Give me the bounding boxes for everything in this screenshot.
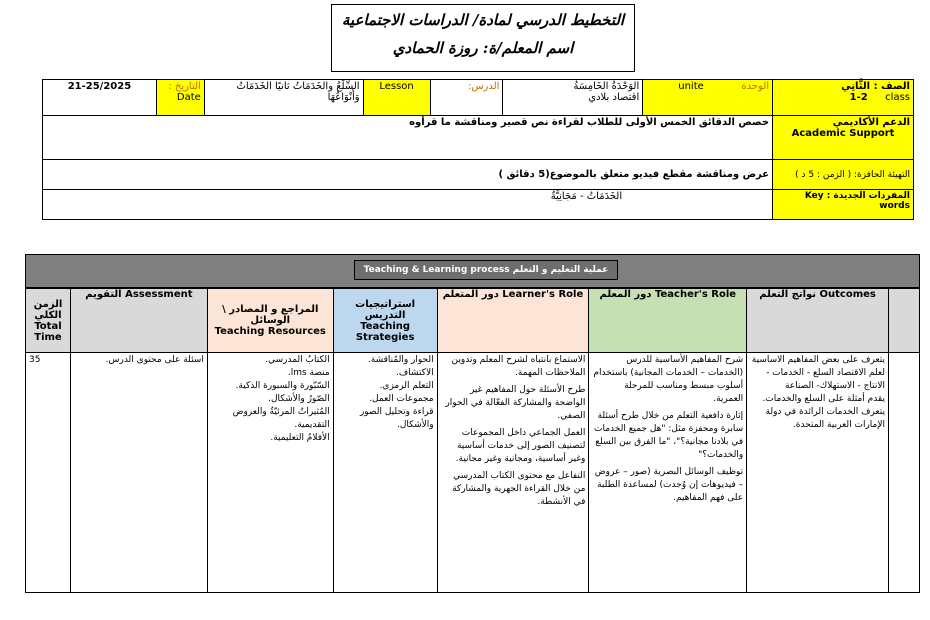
resource-item: الصّورُ والأشكال. — [268, 394, 330, 404]
header-strategies-ar: استراتيجيات التدريس — [355, 298, 416, 321]
unit-label-en: unite — [678, 81, 704, 92]
lesson-label-ar: الدرس: — [430, 80, 503, 116]
header-learner-role: دور المتعلم Learner's Role — [437, 289, 589, 353]
lesson-label-en: Lesson — [363, 80, 430, 116]
strategy-item: الحوار والمُناقشة. — [367, 355, 434, 365]
class-value-ar: الثَّانِي — [841, 81, 871, 92]
outcomes-list — [747, 353, 889, 593]
teacher-item: توظيف الوسائل البصرية (صور – عروض – فيديوهات إن وُجدت) لمساعدة الطلبة على فهم المفاهيم. — [594, 467, 744, 503]
resources-list — [207, 353, 333, 593]
date-label-ar: التاريخ : — [168, 81, 201, 92]
teaching-process-table — [25, 288, 920, 593]
strategy-item: الاكتشاف. — [395, 368, 434, 378]
assessment-value: اسئلة على محتوى الدرس. — [70, 353, 207, 593]
strategy-item: التعلم الرمزي. — [379, 381, 434, 391]
teacher-item: إثارة دافعية التعلم من خلال طرح أسئلة سابرة ومحفزة مثل: "هل جميع الخدمات في بلادنا مجانية؟"، "ما الفرق بين السلع والخدمات؟" — [594, 411, 744, 460]
header-strategies-en: Teaching Strategies — [355, 320, 415, 343]
header-total-time — [26, 289, 71, 353]
header-time-en: Total Time — [34, 320, 62, 343]
teacher-name: اسم المعلم/ة: روزة الحمادي — [392, 39, 574, 57]
unit-value-line2: اقتصاد بلادي — [588, 92, 640, 103]
resource-item: الأفلامُ التعليمية. — [270, 433, 330, 443]
document-title: التخطيط الدرسي لمادة/ الدراسات الاجتماعية — [341, 11, 625, 29]
outcome-item: يتعرف الخدمات الرائدة في دولة الإمارات العربية المتحدة. — [765, 407, 885, 430]
title-box — [331, 4, 635, 72]
header-resources-ar: المراجع و المصادر \ الوسائل — [222, 304, 319, 326]
header-strategies — [333, 289, 437, 353]
header-teacher-role: دور المعلم Teacher's Role — [589, 289, 747, 353]
unit-label-cell — [643, 80, 773, 116]
learner-item: التفاعل مع محتوى الكتاب المدرسي من خلال القراءة الجهرية والمشاركة في الأنشطة. — [452, 471, 586, 507]
header-assessment: التقويم Assessment — [70, 289, 207, 353]
date-label-en: Date — [176, 92, 201, 103]
lesson-value-cell — [204, 80, 363, 116]
learner-role-list — [437, 353, 589, 593]
learner-item: الاستماع بانتباه لشرح المعلم وتدوين الملاحظات المهمة. — [451, 355, 586, 378]
header-resources-en: Teaching Resources — [214, 326, 326, 337]
date-label-cell — [156, 80, 204, 116]
strategy-item: مجموعات العمل. — [369, 394, 434, 404]
warmup-label: التهيئة الحافزة: ( الزمن : 5 د ) — [773, 160, 914, 190]
teacher-role-list — [589, 353, 747, 593]
teacher-item: شرح المفاهيم الأساسية للدرس (الخدمات – الخدمات المجانية) باستخدام أسلوب مبسط ومناسب للمرحلة العمرية. — [593, 355, 744, 404]
resource-item: الكتابُ المدرسي. — [265, 355, 330, 365]
unit-value-line1: الوَحْدَةُ الخَامِسَةُ — [573, 81, 640, 92]
academic-label-en: Academic Support — [791, 128, 895, 139]
lesson-info-table — [42, 79, 914, 220]
unit-label-ar: الوحدة — [741, 81, 770, 92]
learner-item: العمل الجماعي داخل المجموعات لتصنيف الصور إلى خدمات أساسية وغير أساسية، ومجانية وغير مجانية. — [455, 428, 586, 464]
class-value: 1-2 — [849, 92, 868, 103]
process-title: عملية التعليم و التعلم Teaching & Learning process — [354, 260, 618, 280]
blank-cell — [889, 353, 920, 593]
strategy-item: قراءة وتحليل الصور والأشكال. — [359, 407, 434, 430]
warmup-value: عرض ومناقشة مقطع فيديو متعلق بالموضوع(5 دقائق ) — [43, 160, 773, 190]
lesson-value-line2: وَأَنْوَاعُهَا — [327, 92, 360, 103]
date-value: 21-25/2025 — [43, 80, 157, 116]
resource-item: السّبّورة والسبورة الذكية. — [235, 381, 330, 391]
header-blank — [889, 289, 920, 353]
header-outcomes: نواتج التعلم Outcomes — [747, 289, 889, 353]
class-label-ar: الصف : — [873, 81, 910, 92]
header-resources — [207, 289, 333, 353]
keywords-value: الخَدَمَاتُ - مَجَانِيَّةٌ — [43, 190, 773, 220]
academic-label-ar: الدعم الأكاديمي — [832, 117, 910, 128]
outcome-item: يقدم أمثلة على السلع والخدمات. — [762, 394, 885, 404]
learner-item: طرح الأسئلة حول المفاهيم غير الواضحة والمشاركة الفعّالة في الحوار الصفي. — [445, 385, 586, 421]
unit-value-cell — [503, 80, 643, 116]
academic-support-label — [773, 116, 914, 160]
resource-item: منصة lms. — [287, 368, 330, 378]
keywords-label: المفردات الجديدة : Key words — [773, 190, 914, 220]
lesson-value-line1: السِّلَعُ والخَدَمَاتُ ثانيًا الخَدَمَاتُ — [236, 81, 360, 92]
class-cell — [773, 80, 914, 116]
total-time-value: 35 — [26, 353, 71, 593]
resource-item: المُثيراتُ المرئيّةُ والعروض التقديمية. — [232, 407, 330, 430]
outcome-item: يتعرف على بعض المفاهيم الاساسية لعلم الاقتصاد السلع - الخدمات - الانتاج - الاستهلاك- الصناعة — [751, 355, 885, 391]
class-label-en: class — [885, 92, 910, 103]
header-time-ar: الزمن الكلي — [33, 298, 63, 321]
strategies-list — [333, 353, 437, 593]
academic-support-value: خصص الدقائق الخمس الأولى للطلاب لقراءة نص قصير ومناقشة ما قرأوه — [43, 116, 773, 160]
